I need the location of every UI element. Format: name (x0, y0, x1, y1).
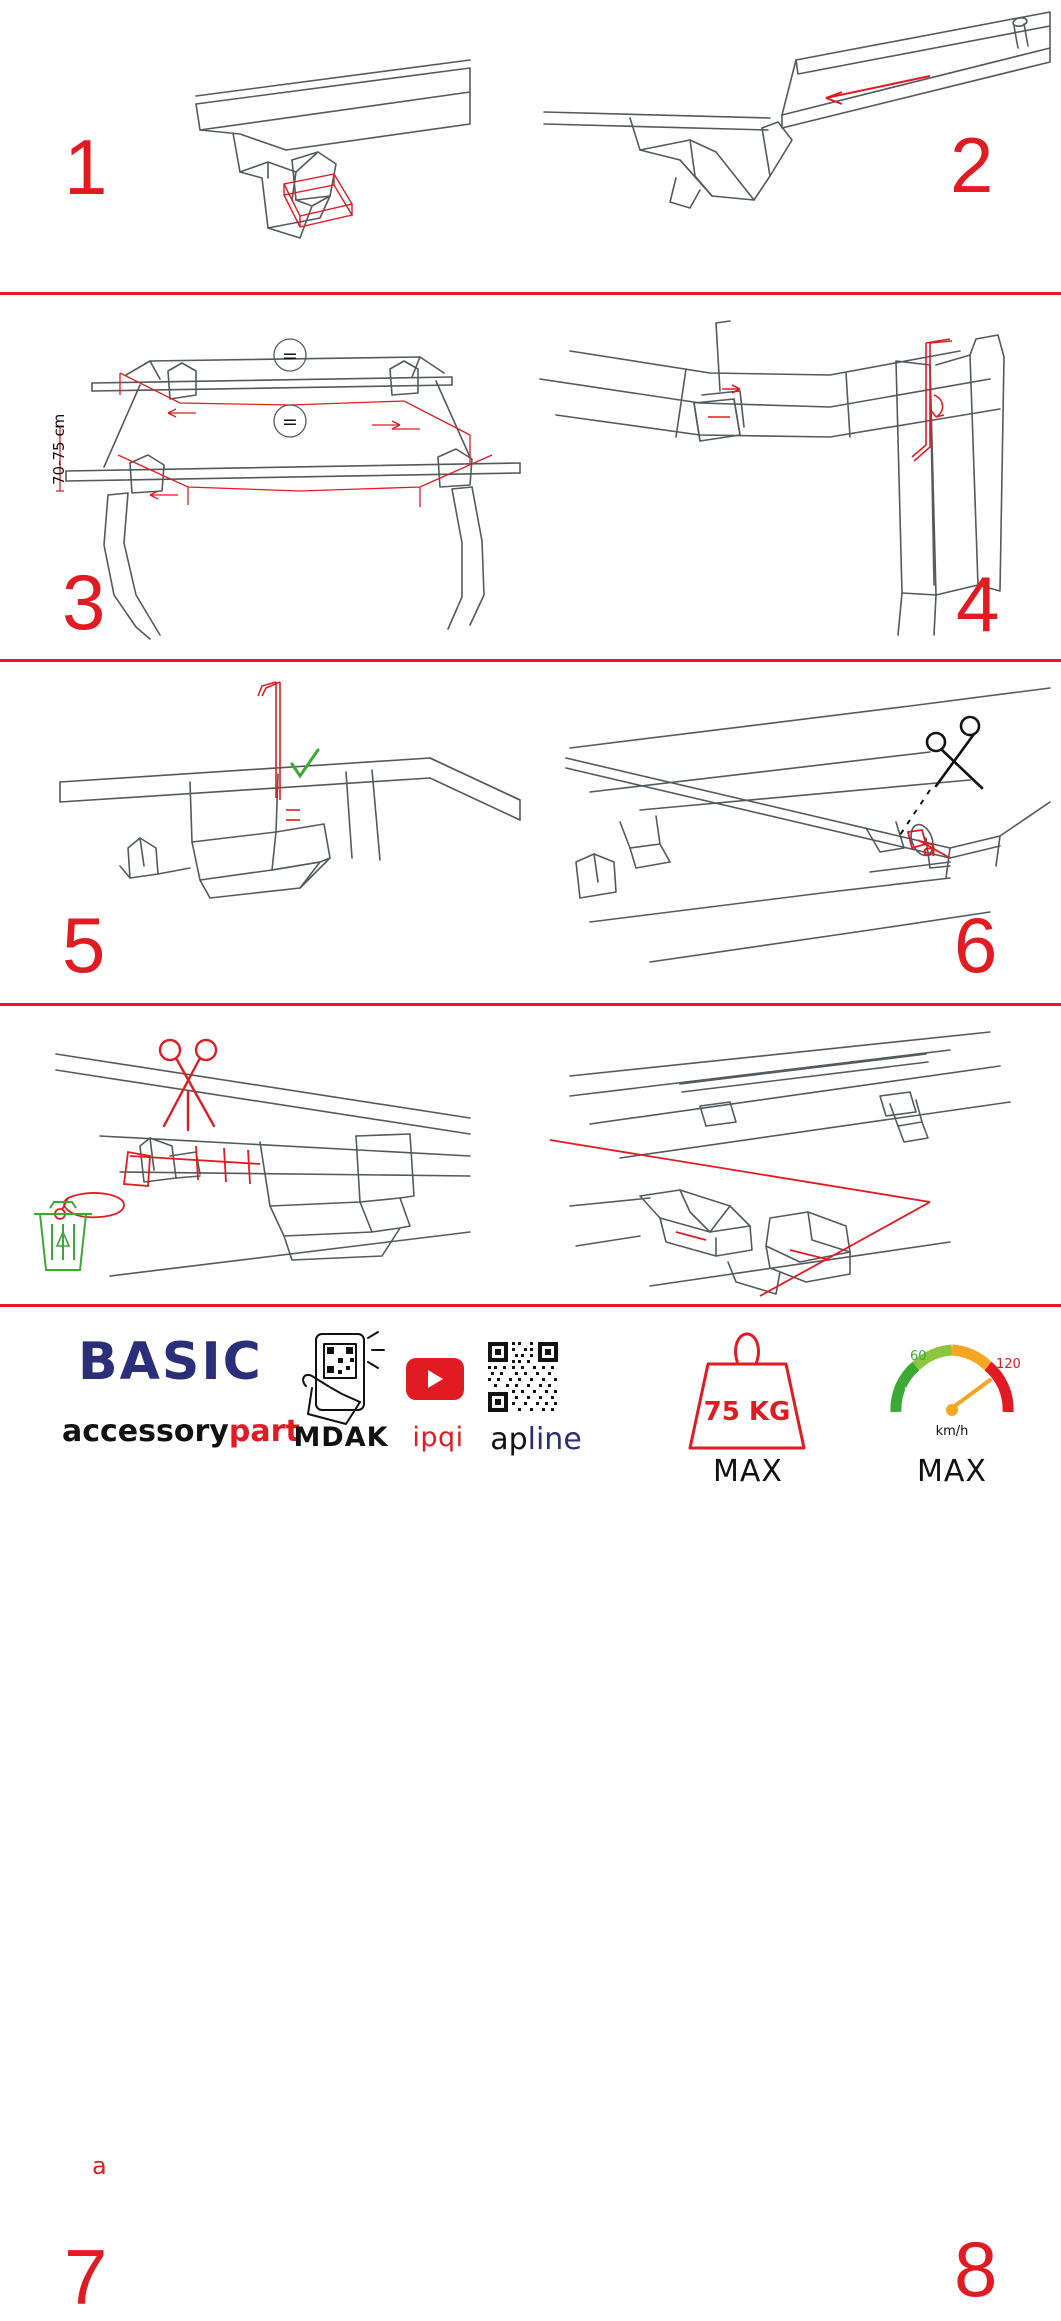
speed-unit-label: km/h (935, 1424, 969, 1439)
step-7-illustration (0, 1006, 530, 1304)
accessory-word: accessory (62, 1414, 229, 1449)
recycle-bin-icon (34, 1202, 92, 1270)
step-1 (0, 0, 530, 292)
mdak-label: MDAK (293, 1422, 389, 1453)
trim-label-a-step7: a (92, 2152, 107, 2180)
max-speed-label: MAX (917, 1454, 987, 1489)
step-2-number: 2 (950, 121, 993, 209)
step-4-number: 4 (956, 560, 999, 648)
step-1-number: 1 (64, 123, 107, 211)
trim-label-a-step6: a (922, 834, 937, 862)
max-load-icon (672, 1322, 822, 1452)
step-5-number: 5 (62, 901, 105, 989)
scissors-icon-step7 (160, 1040, 216, 1130)
line-word: line (527, 1422, 582, 1457)
speed-tick-120: 120 (996, 1357, 1021, 1372)
equal-mark-bottom: = (282, 411, 298, 433)
equal-mark-top: = (282, 345, 298, 367)
step-3-number: 3 (62, 558, 105, 646)
step-3 (0, 295, 530, 659)
step-6 (530, 662, 1061, 1003)
basic-logo: BASIC (78, 1332, 263, 1392)
scissors-icon (927, 717, 982, 788)
qr-code[interactable] (486, 1340, 560, 1419)
part-word: part (228, 1414, 300, 1449)
ap-word: ap (490, 1422, 528, 1457)
bar-spacing-dimension: 70-75 cm (50, 413, 68, 485)
step-4 (530, 295, 1061, 659)
max-load-value: 75 KG (703, 1397, 791, 1427)
max-load-label: MAX (713, 1454, 783, 1489)
step-8-number: 8 (954, 2225, 997, 2313)
step-2 (530, 0, 1061, 292)
max-speed-icon (872, 1320, 1032, 1452)
accessorypart-logo (62, 1414, 300, 1449)
scan-phone-icon (286, 1328, 396, 1478)
step-8-illustration (530, 1006, 1061, 1304)
step-6-number: 6 (954, 901, 997, 989)
speed-tick-60: 60 (910, 1349, 927, 1364)
step-7-number: 7 (64, 2233, 107, 2321)
ipqi-label: ipqi (412, 1422, 464, 1453)
step-5 (0, 662, 530, 1003)
footer (0, 1304, 1061, 1500)
apline-logo (470, 1422, 602, 1457)
youtube-icon[interactable] (406, 1358, 468, 1402)
